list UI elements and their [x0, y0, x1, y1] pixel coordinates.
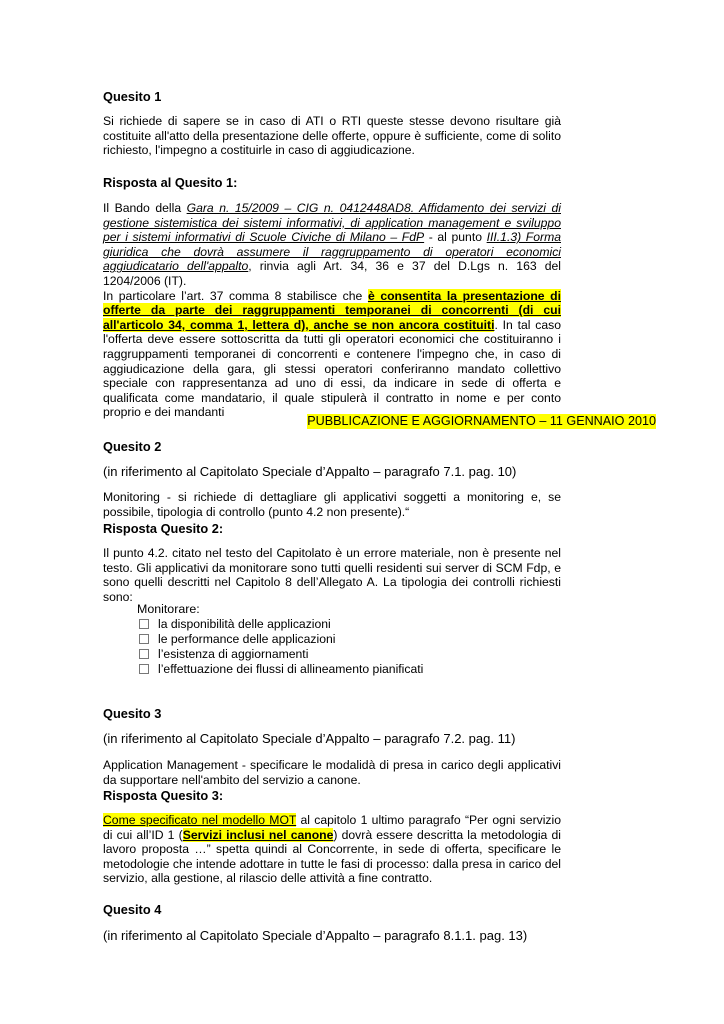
- risposta-3-heading: Risposta Quesito 3:: [103, 788, 224, 803]
- text-span: . In tal caso: [494, 317, 561, 332]
- text-span: Il Bando della: [103, 201, 187, 215]
- quesito-3-heading: Quesito 3: [103, 706, 162, 721]
- text-line: Application Management - specificare le modalidà di presa in carico degli applicativi: [103, 758, 561, 772]
- text-line: Si richiede di sapere se in caso di ATI o RTI queste stesse devono risultare già: [103, 114, 561, 128]
- text-line: testo. Gli applicativi da monitorare sono tutti quelli residenti sui server di SCM Fdp, e: [103, 560, 561, 575]
- monitoring-list: [139, 617, 423, 677]
- text-span: di cui all’ID 1 (: [103, 827, 183, 842]
- list-item-label: le performance delle applicazioni: [158, 632, 336, 646]
- quesito-3-reference: (in riferimento al Capitolato Speciale d’Appalto – paragrafo 7.2. pag. 11): [103, 731, 516, 746]
- bando-point-reference: giuridica che dovrà assumere il raggruppamento di operatori economici: [103, 244, 561, 259]
- text-line: speciale con rappresentanza ad uno di essi, da indicare in sede di offerta e: [103, 376, 561, 391]
- list-item: [139, 617, 423, 632]
- text-span: al capitolo 1 ultimo paragrafo “Per ogni servizio: [296, 813, 562, 827]
- checkbox-icon: [139, 649, 149, 659]
- text-line: [103, 813, 561, 828]
- quesito-4-reference: (in riferimento al Capitolato Speciale d’Appalto – paragrafo 8.1.1. pag. 13): [103, 928, 528, 943]
- text-line: [103, 201, 561, 216]
- list-item-label: l’esistenza di aggiornamenti: [158, 647, 309, 661]
- tender-reference: per i sistemi informativi di Scuole Civiche di Milano – FdP: [103, 230, 425, 245]
- risposta-1-text: [103, 201, 561, 420]
- text-line: [103, 828, 561, 843]
- highlighted-text: Come specificato nel modello MOT: [103, 813, 297, 827]
- text-line: Il punto 4.2. citato nel testo del Capitolato è un errore materiale, non è presente nel: [103, 546, 561, 560]
- list-item: [139, 647, 423, 662]
- highlighted-text: all'articolo 34, comma 1, lettera d), anche se non ancora costituiti: [103, 317, 495, 332]
- text-line: costituite all'atto della presentazione delle offerte, oppure è sufficiente, come di solito: [103, 128, 561, 143]
- quesito-1-heading: Quesito 1: [103, 89, 162, 104]
- text-line: da supportare nell'ambito del servizio a canone.: [103, 772, 361, 787]
- checkbox-icon: [139, 634, 149, 644]
- quesito-3-text: [103, 758, 561, 787]
- quesito-1-text: [103, 114, 561, 158]
- risposta-2-heading: Risposta Quesito 2:: [103, 521, 224, 536]
- text-line: qualificata come mandatario, il quale stipulerà il contratto in nome e per conto: [103, 390, 561, 405]
- tender-reference: Gara n. 15/2009 – CIG n. 0412448AD8. Affidamento dei servizi di: [186, 201, 561, 215]
- list-item: [139, 662, 423, 677]
- text-span: - al punto: [424, 230, 487, 245]
- tender-reference: gestione sistemistica dei sistemi informativi, di application management e sviluppo: [103, 215, 561, 230]
- text-line: [103, 230, 561, 245]
- list-item: [139, 632, 423, 647]
- bando-point-reference: III.1.3) Forma: [486, 230, 561, 245]
- text-line: Monitoring - si richiede di dettagliare gli applicativi soggetti a monitoring e, se: [103, 490, 561, 504]
- text-line: aggiudicazione della gara, gli stessi operatori conferiranno mandato collettivo: [103, 361, 561, 376]
- text-line: servizio, alla gestione, al rilascio delle attività a fine contratto.: [103, 871, 433, 886]
- quesito-2-heading: Quesito 2: [103, 439, 162, 454]
- publication-note: PUBBLICAZIONE E AGGIORNAMENTO – 11 GENNAIO 2010: [307, 414, 656, 428]
- text-line: [103, 318, 561, 333]
- text-line: metodologie che intende adottare in tutte le fasi di processo: dalla presa in carico del: [103, 856, 561, 871]
- list-item-label: la disponibilità delle applicazioni: [158, 617, 331, 631]
- risposta-3-text: [103, 813, 561, 886]
- text-line: sono:: [103, 589, 133, 604]
- text-line: l'offerta deve essere sottoscritta da tutti gli operatori economici che costituiranno i: [103, 332, 561, 347]
- bando-point-reference: aggiudicatario dell'appalto: [103, 259, 249, 274]
- text-line: [103, 259, 561, 274]
- risposta-2-text: [103, 546, 561, 604]
- text-span: , rinvia agli Art. 34, 36 e 37 del D.Lgs n. 163 del: [248, 259, 561, 274]
- text-span: In particolare l’art. 37 comma 8 stabilisce che: [103, 288, 368, 303]
- text-line: 1204/2006 (IT).: [103, 273, 187, 288]
- checkbox-icon: [139, 619, 149, 629]
- text-line: raggruppamenti temporanei di concorrenti e contenere l'impegno che, in caso di: [103, 346, 561, 361]
- text-line: [103, 303, 561, 318]
- list-item-label: l’effettuazione dei flussi di allineamento pianificati: [158, 662, 424, 676]
- text-line: sono quelli descritti nel Capitolo 8 dell’Allegato A. La tipologia dei controlli richiesti: [103, 575, 561, 590]
- risposta-1-heading: Risposta al Quesito 1:: [103, 175, 238, 190]
- text-line: proprio e dei mandanti: [103, 405, 225, 420]
- quesito-4-heading: Quesito 4: [103, 902, 162, 917]
- text-span: ) dovrà essere descritta la metodologia di: [333, 827, 561, 842]
- monitoring-list-title: Monitorare:: [137, 602, 200, 616]
- text-line: richiesto, l'impegno a costituirle in caso di aggiudicazione.: [103, 143, 415, 158]
- quesito-2-text: [103, 490, 561, 519]
- highlighted-text: Servizi inclusi nel canone: [182, 827, 334, 842]
- checkbox-icon: [139, 664, 149, 674]
- highlighted-text: è consentita la presentazione di: [367, 288, 561, 303]
- quesito-2-reference: (in riferimento al Capitolato Speciale d’Appalto – paragrafo 7.1. pag. 10): [103, 464, 517, 479]
- text-line: possibile, tipologia di controllo (punto 4.2 non presente).“: [103, 504, 410, 519]
- text-line: [103, 289, 561, 304]
- highlighted-text: offerte da parte dei raggruppamenti temporanei di concorrenti (di cui: [103, 303, 561, 318]
- text-line: lavoro proposta …” spetta quindi al Concorrente, in sede di offerta, specificare le: [103, 842, 561, 857]
